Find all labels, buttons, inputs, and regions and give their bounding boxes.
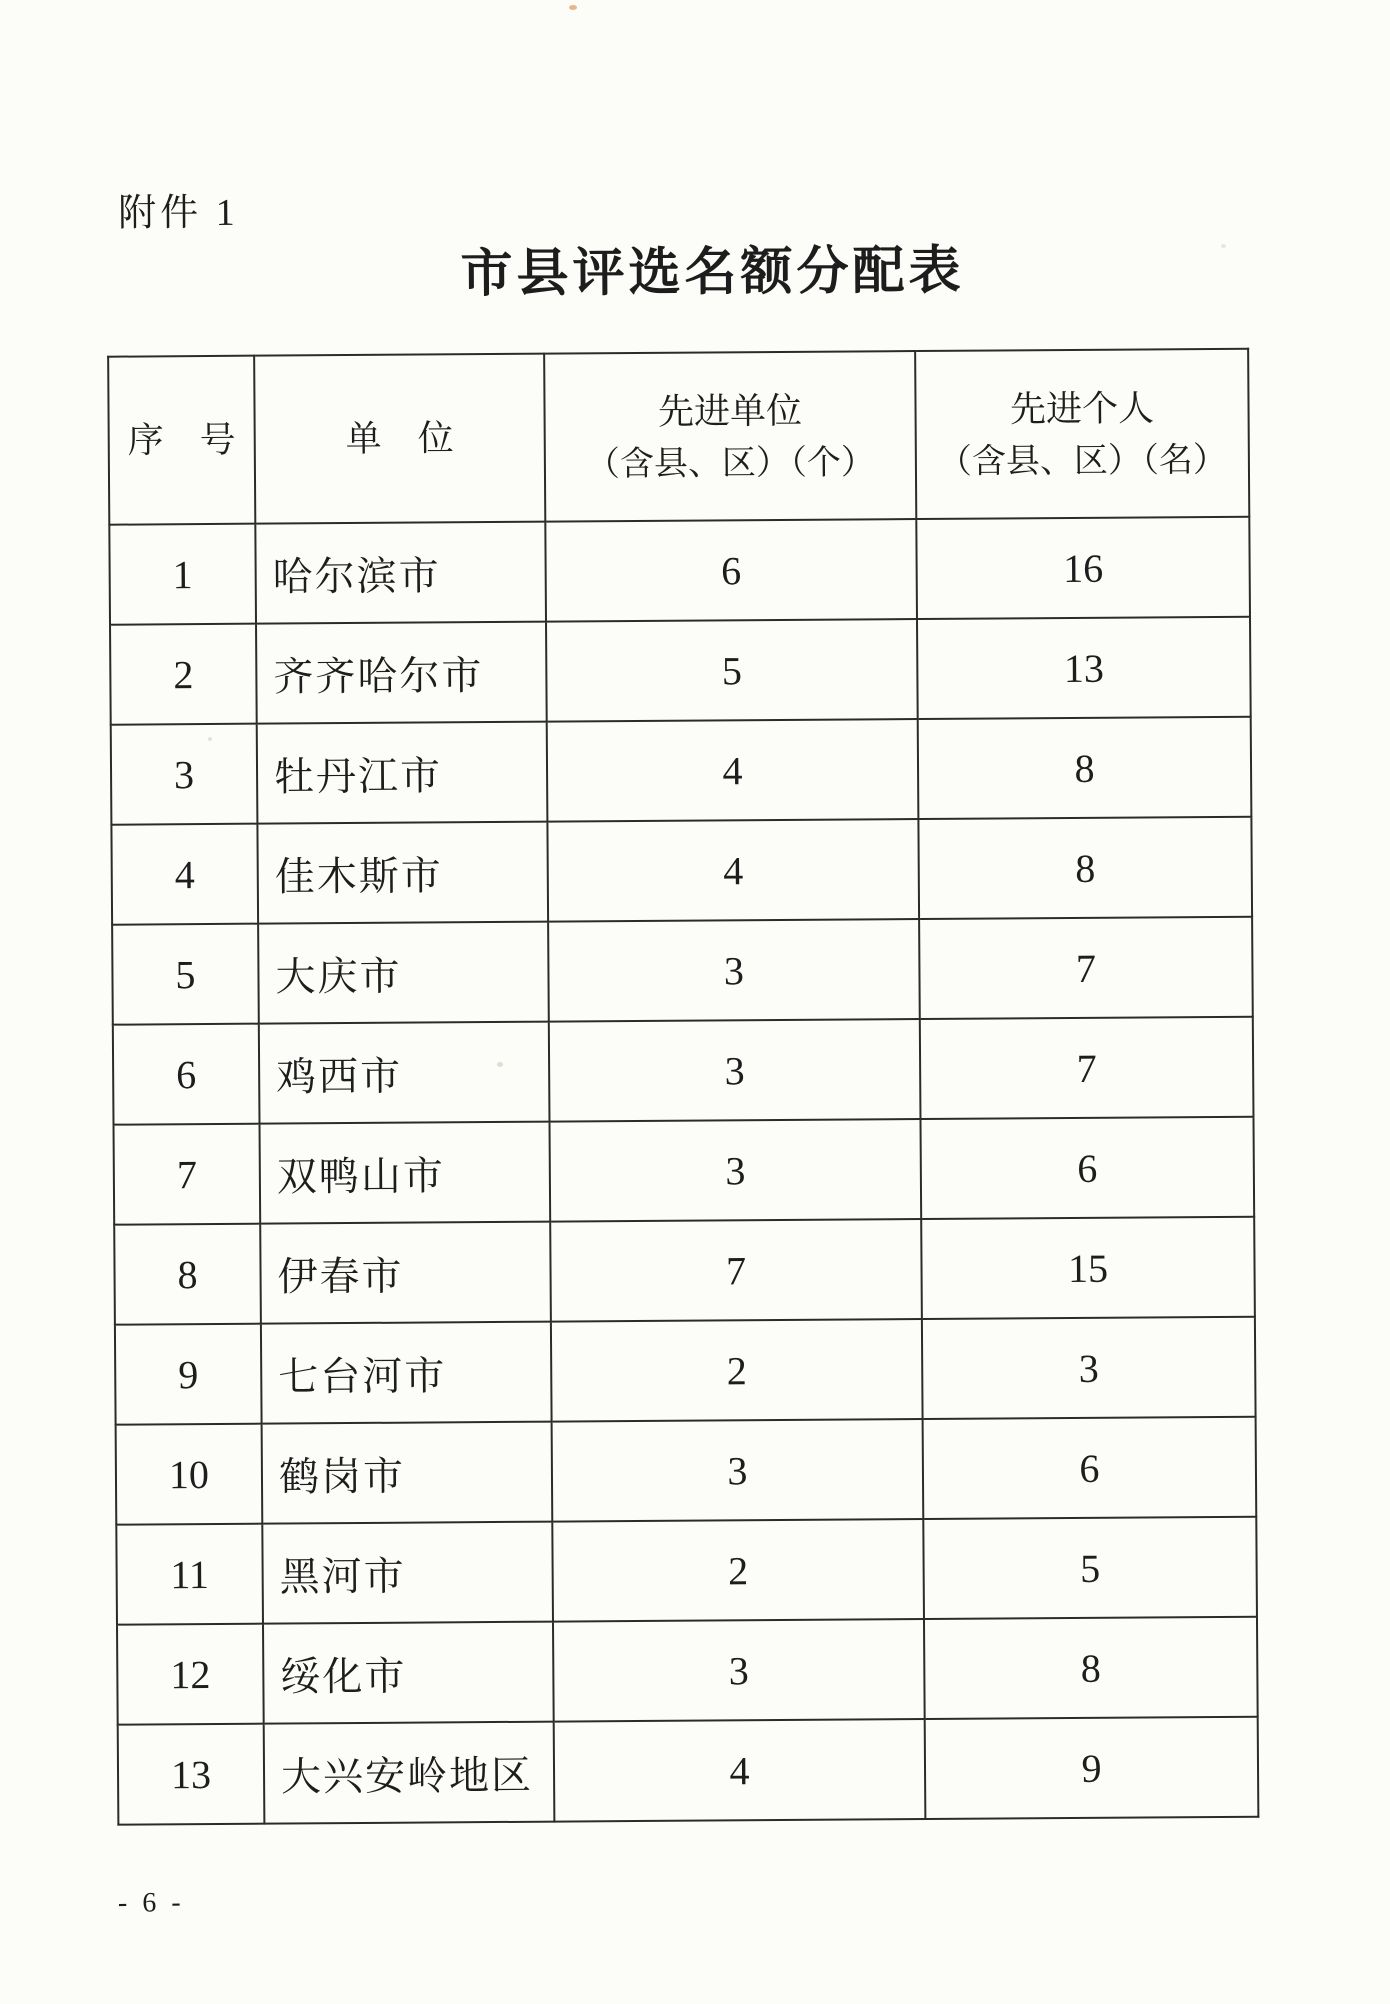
advanced-units-cell: 5 [546, 619, 918, 722]
advanced-units-cell: 3 [549, 1019, 921, 1122]
row-number-cell: 5 [112, 924, 259, 1025]
unit-name-cell: 黑河市 [262, 1522, 553, 1624]
table-row [111, 717, 1252, 825]
row-number-cell: 4 [111, 824, 258, 925]
unit-name-cell: 大兴安岭地区 [264, 1722, 555, 1824]
advanced-individuals-cell: 7 [919, 917, 1253, 1019]
advanced-units-cell: 2 [551, 1319, 923, 1422]
attachment-label: 附件 1 [118, 191, 239, 235]
advanced-individuals-cell: 8 [924, 1617, 1258, 1719]
advanced-units-cell: 6 [545, 519, 917, 622]
table-row [112, 917, 1253, 1025]
page-number: - 6 - [117, 1887, 185, 1919]
advanced-individuals-cell: 6 [923, 1417, 1257, 1519]
unit-name-cell: 鸡西市 [259, 1022, 550, 1124]
advanced-units-cell: 3 [549, 1119, 921, 1222]
table-row [114, 1217, 1255, 1325]
advanced-individuals-cell: 16 [916, 517, 1250, 619]
advanced-individuals-cell: 5 [923, 1517, 1257, 1619]
advanced-units-cell: 4 [547, 719, 919, 822]
row-number-cell: 2 [110, 624, 257, 725]
header-advanced-individuals [915, 349, 1249, 519]
unit-name-cell: 哈尔滨市 [255, 522, 546, 624]
header-advanced-individuals-line1: 先进个人 [1009, 387, 1155, 429]
table-row [113, 1017, 1254, 1125]
advanced-individuals-cell: 15 [921, 1217, 1255, 1319]
unit-name-cell: 七台河市 [261, 1322, 552, 1424]
advanced-individuals-cell: 9 [925, 1717, 1259, 1819]
advanced-individuals-cell: 3 [922, 1317, 1256, 1419]
header-serial-number: 序 号 [108, 356, 255, 525]
unit-name-cell: 鹤岗市 [262, 1422, 553, 1524]
advanced-individuals-cell: 13 [917, 617, 1251, 719]
advanced-individuals-cell: 6 [920, 1117, 1254, 1219]
advanced-units-cell: 3 [548, 919, 920, 1022]
table-header-row [108, 349, 1249, 525]
table-row [116, 1417, 1257, 1525]
page-title: 市县评选名额分配表 [460, 242, 965, 304]
row-number-cell: 8 [114, 1224, 261, 1325]
advanced-individuals-cell: 7 [920, 1017, 1254, 1119]
row-number-cell: 13 [118, 1724, 265, 1825]
unit-name-cell: 齐齐哈尔市 [256, 622, 547, 724]
header-unit: 单 位 [254, 354, 545, 524]
unit-name-cell: 大庆市 [258, 922, 549, 1024]
row-number-cell: 10 [116, 1424, 263, 1525]
header-advanced-units [544, 351, 916, 522]
table-row [115, 1317, 1256, 1425]
unit-name-cell: 绥化市 [263, 1622, 554, 1724]
row-number-cell: 1 [109, 524, 256, 625]
unit-name-cell: 伊春市 [260, 1222, 551, 1324]
unit-name-cell: 双鸭山市 [260, 1122, 551, 1224]
advanced-units-cell: 4 [547, 819, 919, 922]
header-advanced-units-line2: （含县、区）（个） [585, 443, 876, 483]
table-row [117, 1617, 1258, 1725]
advanced-units-cell: 3 [553, 1619, 925, 1722]
row-number-cell: 7 [114, 1124, 261, 1225]
row-number-cell: 11 [116, 1524, 263, 1625]
table-row [111, 817, 1252, 925]
table-row [118, 1717, 1259, 1825]
table-row [116, 1517, 1257, 1625]
row-number-cell: 3 [111, 724, 258, 825]
table-row [114, 1117, 1255, 1225]
table-row [109, 517, 1250, 625]
advanced-units-cell: 2 [552, 1519, 924, 1622]
advanced-units-cell: 4 [554, 1719, 926, 1822]
header-advanced-units-line1: 先进单位 [657, 390, 803, 432]
quota-allocation-table [107, 348, 1259, 1826]
header-advanced-individuals-line2: （含县、区）（名） [937, 441, 1228, 481]
row-number-cell: 6 [113, 1024, 260, 1125]
advanced-individuals-cell: 8 [918, 817, 1252, 919]
advanced-units-cell: 7 [550, 1219, 922, 1322]
advanced-individuals-cell: 8 [918, 717, 1252, 819]
unit-name-cell: 牡丹江市 [257, 722, 548, 824]
table-row [110, 617, 1251, 725]
advanced-units-cell: 3 [552, 1419, 924, 1522]
row-number-cell: 12 [117, 1624, 264, 1725]
row-number-cell: 9 [115, 1324, 262, 1425]
unit-name-cell: 佳木斯市 [257, 822, 548, 924]
